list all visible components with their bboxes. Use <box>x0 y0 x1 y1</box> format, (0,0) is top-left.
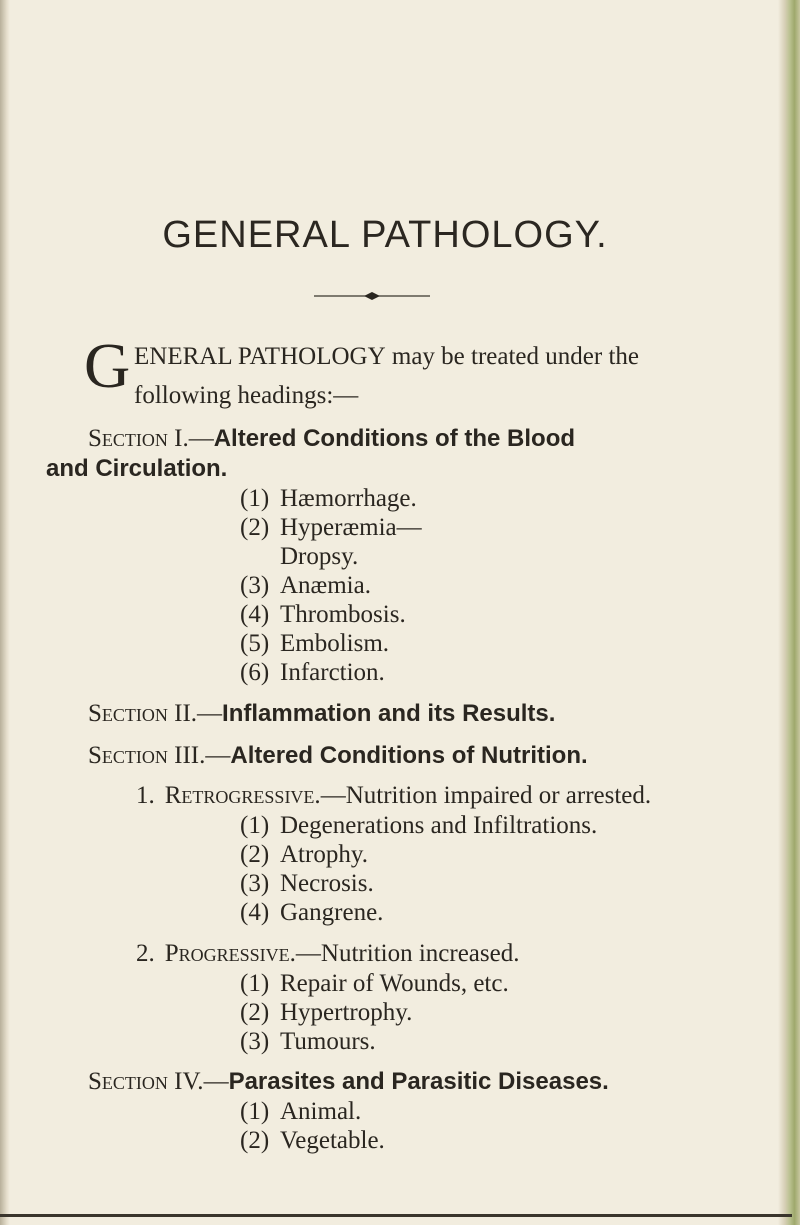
intro-paragraph <box>84 330 728 416</box>
list-item: (1) Hæmorrhage. <box>240 485 417 512</box>
section-2-title: Inflammation and its Results. <box>222 700 556 727</box>
list-item: Dropsy. <box>280 543 359 570</box>
section-3-title: Altered Conditions of Nutrition. <box>230 742 588 769</box>
list-item: (3) Necrosis. <box>240 870 374 897</box>
section-4-dash: — <box>203 1068 229 1095</box>
list-item: (3) Anæmia. <box>240 572 371 599</box>
list-item: (1) Degenerations and Infiltrations. <box>240 812 598 839</box>
section-1-label: Section I. <box>88 425 189 452</box>
subsection-retrogressive: 1. Retrogressive.—Nutrition impaired or arrested. <box>136 782 652 809</box>
ornament-divider <box>314 290 430 302</box>
section-3-heading <box>88 742 588 770</box>
list-item: (2) Hyperæmia— <box>240 514 422 541</box>
list-item: (1) Repair of Wounds, etc. <box>240 970 509 997</box>
list-item: (4) Thrombosis. <box>240 601 406 628</box>
section-4-label: Section IV. <box>88 1068 204 1095</box>
bottom-rule <box>0 1214 792 1217</box>
intro-line-1 <box>88 338 728 377</box>
list-item: (3) Tumours. <box>240 1028 376 1055</box>
section-3-dash: — <box>205 742 231 769</box>
section-3-label: Section III. <box>88 742 206 769</box>
list-item: (6) Infarction. <box>240 659 385 686</box>
section-2-label: Section II. <box>88 700 198 727</box>
page-edge-right <box>778 0 800 1225</box>
section-1-title: Altered Conditions of the Blood <box>213 425 576 452</box>
list-item: (4) Gangrene. <box>240 899 384 926</box>
list-item: (2) Vegetable. <box>240 1127 385 1154</box>
subsection-progressive: 2. Progressive.—Nutrition increased. <box>136 940 520 967</box>
section-2-heading <box>88 700 555 728</box>
list-item: (2) Hypertrophy. <box>240 999 413 1026</box>
section-1-dash: — <box>188 425 214 452</box>
section-1-title-cont: and Circulation. <box>46 455 228 482</box>
section-1-heading <box>88 425 575 453</box>
list-item: (2) Atrophy. <box>240 841 368 868</box>
page-edge-left <box>0 0 10 1225</box>
list-item: (5) Embolism. <box>240 630 390 657</box>
section-4-title: Parasites and Parasitic Diseases. <box>228 1068 609 1095</box>
drop-cap: G <box>84 330 131 401</box>
list-item: (1) Animal. <box>240 1098 362 1125</box>
intro-line-2: following headings:— <box>134 381 359 409</box>
section-2-dash: — <box>197 700 223 727</box>
intro-line1-rest: may be treated under the <box>385 343 639 370</box>
section-4-heading <box>88 1068 609 1096</box>
intro-lead: ENERAL PATHOLOGY <box>134 343 386 370</box>
page-title: GENERAL PATHOLOGY. <box>162 214 608 256</box>
